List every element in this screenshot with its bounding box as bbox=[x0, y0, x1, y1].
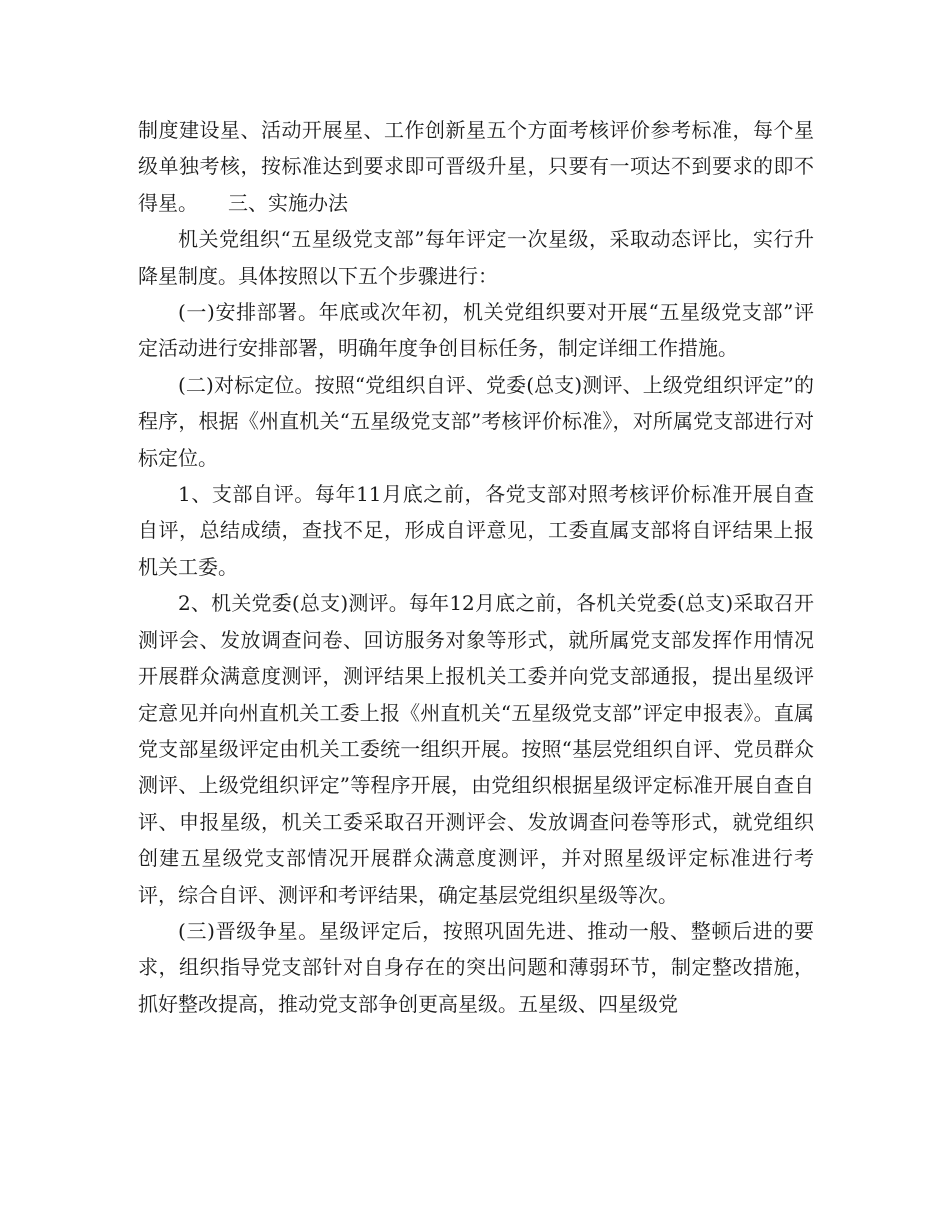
paragraph-continuation: 制度建设星、活动开展星、工作创新星五个方面考核评价参考标准，每个星级单独考核，按标准达到要求即可晋级升星，只要有一项达不到要求的即不得星。 三、实施办法 bbox=[138, 118, 814, 215]
paragraph-committee-evaluation: 2、机关党委(总支)测评。每年12月底之前，各机关党委(总支)采取召开测评会、发放调查问卷、回访服务对象等形式，就所属党支部发挥作用情况开展群众满意度测评，测评结果上报机关工委并向党支部通报，提出星级评定意见并向州直机关工委上报《州直机关“五星级党支部”评定申报表》。直属党支部星级评定由机关工委统一组织开展。按照“基层党组织自评、党员群众测评、上级党组织评定”等程序开展，由党组织根据星级评定标准开展自查自评、申报星级，机关工委采取召开测评会、发放调查问卷等形式，就党组织创建五星级党支部情况开展群众满意度测评，并对照星级评定标准进行考评，综合自评、测评和考评结果，确定基层党组织星级等次。 bbox=[138, 591, 814, 907]
paragraph-step-3-promotion: (三)晋级争星。星级评定后，按照巩固先进、推动一般、整顿后进的要求，组织指导党支部针对自身存在的突出问题和薄弱环节，制定整改措施，抓好整改提高，推动党支部争创更高星级。五星级、四星级党 bbox=[138, 918, 814, 1016]
document-body bbox=[138, 112, 814, 1022]
paragraph-star-evaluation: 机关党组织“五星级党支部”每年评定一次星级，采取动态评比，实行升降星制度。具体按照以下五个步骤进行： bbox=[138, 227, 814, 288]
paragraph-branch-self-evaluation: 1、支部自评。每年11月底之前，各党支部对照考核评价标准开展自查自评，总结成绩，查找不足，形成自评意见，工委直属支部将自评结果上报机关工委。 bbox=[138, 482, 814, 579]
paragraph-step-1-deployment: (一)安排部署。年底或次年初，机关党组织要对开展“五星级党支部”评定活动进行安排部署，明确年度争创目标任务，制定详细工作措施。 bbox=[138, 300, 814, 361]
paragraph-step-2-positioning: (二)对标定位。按照“党组织自评、党委(总支)测评、上级党组织评定”的程序，根据《州直机关“五星级党支部”考核评价标准》，对所属党支部进行对标定位。 bbox=[138, 372, 814, 470]
